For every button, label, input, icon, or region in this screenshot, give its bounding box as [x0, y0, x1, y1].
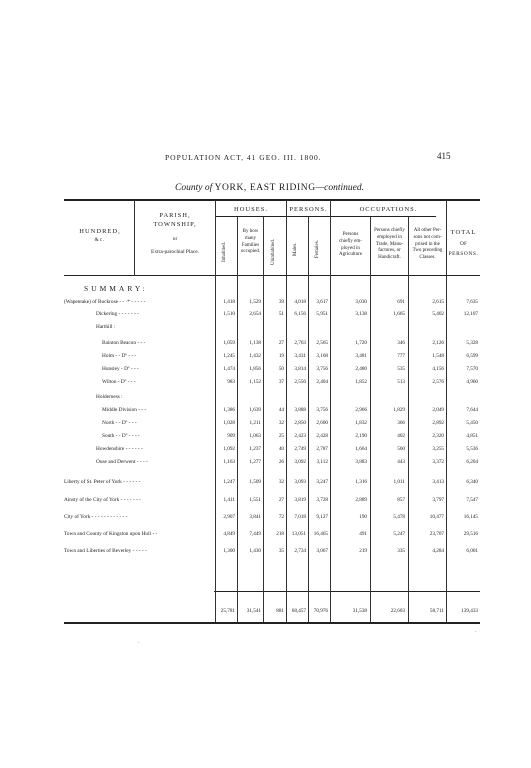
- cell-males: 3,093: [294, 479, 306, 485]
- cell-agriculture: 2,889: [355, 497, 367, 503]
- cell-uninhabited: 27: [278, 497, 284, 503]
- cell-trade: 777: [397, 353, 405, 359]
- cell-uninhabited: 72: [278, 514, 284, 520]
- cell-other: 2,126: [432, 340, 444, 346]
- cell-agriculture: 1,832: [355, 420, 367, 426]
- cell-inhabited: 1,386: [223, 407, 235, 413]
- header-bottom-rule: [64, 275, 480, 276]
- cell-uninhabited: 32: [278, 479, 284, 485]
- total-families: 31,541: [246, 608, 261, 614]
- cell-inhabited: 1,163: [223, 459, 235, 465]
- margin-mark: ·: [475, 630, 477, 635]
- cell-females: 2,404: [316, 379, 328, 385]
- cell-males: 2,763: [294, 340, 306, 346]
- cell-females: 3,168: [316, 353, 328, 359]
- cell-families: 1,152: [249, 379, 261, 385]
- row-label: Harthill :: [96, 324, 116, 330]
- running-head: POPULATION ACT, 41 GEO. III. 1800.: [165, 153, 322, 162]
- cell-families: 1,432: [249, 353, 261, 359]
- cell-other: 3,255: [432, 446, 444, 452]
- cell-other: 2,320: [432, 433, 444, 439]
- cell-other: 2,892: [432, 420, 444, 426]
- cell-trade: 1,829: [393, 407, 405, 413]
- cell-females: 3,617: [316, 299, 328, 305]
- header-females: Females.: [315, 240, 320, 258]
- cell-other: 1,548: [432, 353, 444, 359]
- cell-other: 3,413: [432, 479, 444, 485]
- row-label: (Wapentake) of Buckrose - - ·* - - - - -: [64, 299, 146, 305]
- total-total: 139,433: [461, 608, 478, 614]
- cell-other: 2,049: [432, 407, 444, 413]
- cell-inhabited: 1,418: [223, 299, 235, 305]
- cell-other: 4,284: [432, 548, 444, 554]
- cell-families: 1,211: [249, 420, 261, 426]
- cell-females: 3,067: [316, 548, 328, 554]
- cell-other: 2,576: [432, 379, 444, 385]
- cell-total: 4,960: [466, 379, 478, 385]
- cell-inhabited: 4,849: [223, 531, 235, 537]
- row-label: Dickering - - - - - - -: [96, 311, 139, 317]
- table-top-rule: [64, 199, 480, 201]
- cell-females: 2,787: [316, 446, 328, 452]
- cell-inhabited: 1,510: [223, 311, 235, 317]
- total-females: 70,976: [313, 608, 328, 614]
- cell-agriculture: 2,966: [355, 407, 367, 413]
- total-other: 58,711: [429, 608, 444, 614]
- cell-females: 2,428: [316, 433, 328, 439]
- cell-uninhabited: 40: [278, 446, 284, 452]
- page-number: 415: [437, 151, 451, 161]
- cell-trade: 1,011: [393, 479, 405, 485]
- cell-families: 1,529: [249, 299, 261, 305]
- total-agriculture: 31,538: [352, 608, 367, 614]
- cell-uninhabited: 19: [278, 353, 284, 359]
- cell-females: 9,127: [316, 514, 328, 520]
- header-trade: Persons chiefly employed in Trade, Manu- factures, or Handicraft.: [374, 228, 405, 260]
- table-caption: [175, 183, 364, 193]
- row-label: Bainton Beacon - - -: [102, 340, 146, 346]
- col-rule-9: [408, 217, 409, 622]
- cell-uninhabited: 27: [278, 340, 284, 346]
- cell-inhabited: 1,028: [223, 420, 235, 426]
- cell-females: 3,112: [316, 459, 328, 465]
- cell-agriculture: 2,480: [355, 366, 367, 372]
- caption-suffix: —continued.: [315, 183, 364, 193]
- cell-agriculture: 3,138: [355, 311, 367, 317]
- totals-rule: [214, 591, 480, 592]
- cell-families: 1,138: [249, 340, 261, 346]
- row-label: North - - Dº - - -: [102, 420, 137, 426]
- header-hundred: HUNDRED, &c.: [79, 228, 121, 243]
- cell-males: 7,018: [294, 514, 306, 520]
- cell-other: 23,707: [429, 531, 444, 537]
- occupations-subhead-rule: [309, 216, 436, 217]
- cell-uninhabited: 26: [278, 459, 284, 465]
- cell-uninhabited: 37: [278, 379, 284, 385]
- total-males: 68,457: [291, 608, 306, 614]
- row-label: Liberty of St. Peter of York - - - - - -: [64, 479, 141, 485]
- cell-uninhabited: 25: [278, 433, 284, 439]
- col-rule-10: [446, 200, 447, 622]
- cell-agriculture: 1,664: [355, 446, 367, 452]
- row-label: Ainsty of the City of York - - - - - - -: [64, 497, 141, 503]
- cell-families: 1,639: [249, 407, 261, 413]
- cell-inhabited: 1,300: [223, 548, 235, 554]
- cell-agriculture: 2,190: [355, 433, 367, 439]
- cell-total: 5,450: [466, 420, 478, 426]
- cell-agriculture: 491: [359, 531, 367, 537]
- col-rule-7: [330, 200, 331, 622]
- cell-females: 3,728: [316, 497, 328, 503]
- header-total: TOTAL OF PERSONS.: [448, 229, 479, 258]
- cell-females: 3,756: [316, 366, 328, 372]
- summary-title: SUMMARY:: [84, 284, 148, 293]
- cell-families: 1,237: [249, 446, 261, 452]
- cell-males: 2,734: [294, 548, 306, 554]
- cell-families: 3,841: [249, 514, 261, 520]
- cell-males: 4,018: [294, 299, 306, 305]
- cell-families: 1,509: [249, 479, 261, 485]
- cell-agriculture: 190: [359, 514, 367, 520]
- cell-trade: 857: [397, 497, 405, 503]
- cell-other: 5,402: [432, 311, 444, 317]
- cell-males: 6,156: [294, 311, 306, 317]
- cell-males: 2,423: [294, 433, 306, 439]
- cell-families: 1,063: [249, 433, 261, 439]
- cell-total: 7,644: [466, 407, 478, 413]
- cell-inhabited: 1,247: [223, 479, 235, 485]
- cell-females: 3,756: [316, 407, 328, 413]
- cell-total: 5,328: [466, 340, 478, 346]
- cell-trade: 402: [397, 433, 405, 439]
- cell-males: 3,819: [294, 497, 306, 503]
- row-label: Holm - - Dº - - -: [102, 353, 137, 359]
- header-inhabited: Inhabited.: [222, 241, 227, 262]
- cell-families: 2,654: [249, 311, 261, 317]
- header-agriculture: Persons chiefly em- ployed in Agriculture: [338, 232, 363, 258]
- cell-other: 3,372: [432, 459, 444, 465]
- header-occupations: OCCUPATIONS.: [359, 206, 418, 213]
- cell-families: 1,856: [249, 366, 261, 372]
- col-rule-8: [370, 217, 371, 622]
- caption-county-of: County of: [175, 183, 213, 193]
- row-label: Howdenshire - - - - - -: [96, 446, 143, 452]
- caption-place: YORK, EAST RIDING: [214, 183, 316, 193]
- cell-uninhabited: 51: [278, 311, 284, 317]
- cell-inhabited: 1,059: [223, 340, 235, 346]
- cell-inhabited: 1,092: [223, 446, 235, 452]
- cell-total: 7,635: [466, 299, 478, 305]
- cell-females: 2,600: [316, 420, 328, 426]
- cell-total: 16,145: [463, 514, 478, 520]
- row-label: Middle Division - - -: [102, 407, 147, 413]
- cell-females: 16,465: [313, 531, 328, 537]
- cell-inhabited: 1,411: [223, 497, 235, 503]
- cell-total: 6,340: [466, 479, 478, 485]
- header-other: All other Per- sons not com- prised in the Two preceding Classes.: [412, 228, 443, 260]
- cell-males: 3,888: [294, 407, 306, 413]
- cell-females: 2,565: [316, 340, 328, 346]
- total-uninhabited: 881: [276, 608, 284, 614]
- cell-other: 3,797: [432, 497, 444, 503]
- cell-total: 6,001: [466, 548, 478, 554]
- cell-males: 3,092: [294, 459, 306, 465]
- cell-males: 3,431: [294, 353, 306, 359]
- row-label: Wilton - Dº - - -: [102, 379, 136, 385]
- cell-trade: 5,478: [393, 514, 405, 520]
- cell-trade: 1,665: [393, 311, 405, 317]
- cell-trade: 443: [397, 459, 405, 465]
- cell-trade: 5,247: [393, 531, 405, 537]
- cell-trade: 535: [397, 366, 405, 372]
- total-inhabited: 25,781: [220, 608, 235, 614]
- cell-inhabited: 909: [227, 433, 235, 439]
- cell-trade: 560: [397, 446, 405, 452]
- cell-agriculture: 3,030: [355, 299, 367, 305]
- cell-other: 2,615: [432, 299, 444, 305]
- cell-agriculture: 1,720: [355, 340, 367, 346]
- total-trade: 22,603: [390, 608, 405, 614]
- row-label: Town and County of Kingston upon Hull - -: [64, 531, 158, 537]
- cell-agriculture: 3,481: [355, 353, 367, 359]
- cell-uninhabited: 44: [278, 407, 284, 413]
- cell-males: 2,556: [294, 379, 306, 385]
- header-houses: HOUSES.: [234, 206, 268, 213]
- cell-agriculture: 1,852: [355, 379, 367, 385]
- cell-females: 3,247: [316, 479, 328, 485]
- cell-trade: 691: [397, 299, 405, 305]
- cell-agriculture: 1,316: [355, 479, 367, 485]
- header-persons: PERSONS.: [289, 206, 328, 213]
- cell-inhabited: 1,245: [223, 353, 235, 359]
- cell-males: 3,814: [294, 366, 306, 372]
- cell-uninhabited: 218: [276, 531, 284, 537]
- row-label: City of York - - - - - - - - - - - -: [64, 514, 128, 520]
- cell-trade: 335: [397, 548, 405, 554]
- cell-females: 5,951: [316, 311, 328, 317]
- cell-total: 12,107: [463, 311, 478, 317]
- row-label: Town and Liberties of Beverley - - - - -: [64, 548, 147, 554]
- cell-total: 6,204: [466, 459, 478, 465]
- cell-uninhabited: 39: [278, 299, 284, 305]
- header-families: By how many Families occupied.: [240, 229, 261, 255]
- cell-families: 7,449: [249, 531, 261, 537]
- cell-agriculture: 3,883: [355, 459, 367, 465]
- cell-families: 1,277: [249, 459, 261, 465]
- row-label: Holderness :: [96, 394, 123, 400]
- cell-trade: 346: [397, 340, 405, 346]
- cell-inhabited: 1,474: [223, 366, 235, 372]
- cell-total: 7,570: [466, 366, 478, 372]
- cell-males: 2,850: [294, 420, 306, 426]
- cell-families: 1,430: [249, 548, 261, 554]
- col-rule-1: [134, 200, 135, 276]
- cell-agriculture: 219: [359, 548, 367, 554]
- cell-other: 10,477: [429, 514, 444, 520]
- header-uninhabited: Uninhabited.: [271, 239, 276, 265]
- row-label: Ouse and Derwent - - - -: [96, 459, 148, 465]
- margin-mark: ·: [138, 641, 140, 646]
- table-bottom-rule: [64, 622, 480, 624]
- cell-uninhabited: 32: [278, 420, 284, 426]
- cell-uninhabited: 35: [278, 548, 284, 554]
- header-males: Males.: [293, 242, 298, 256]
- row-label: South - - Dº - - - -: [102, 433, 140, 439]
- cell-trade: 513: [397, 379, 405, 385]
- cell-total: 7,547: [466, 497, 478, 503]
- row-label: Hunsley - Dº - - -: [102, 366, 139, 372]
- header-parish: PARISH, TOWNSHIP, or Extra-parochial Place.: [151, 212, 199, 255]
- cell-trade: 366: [397, 420, 405, 426]
- cell-inhabited: 983: [227, 379, 235, 385]
- cell-males: 13,051: [291, 531, 306, 537]
- cell-total: 5,536: [466, 446, 478, 452]
- cell-total: 4,851: [466, 433, 478, 439]
- cell-families: 1,551: [249, 497, 261, 503]
- cell-uninhabited: 50: [278, 366, 284, 372]
- cell-inhabited: 2,907: [223, 514, 235, 520]
- cell-other: 4,156: [432, 366, 444, 372]
- cell-total: 6,599: [466, 353, 478, 359]
- cell-total: 29,516: [463, 531, 478, 537]
- cell-males: 2,749: [294, 446, 306, 452]
